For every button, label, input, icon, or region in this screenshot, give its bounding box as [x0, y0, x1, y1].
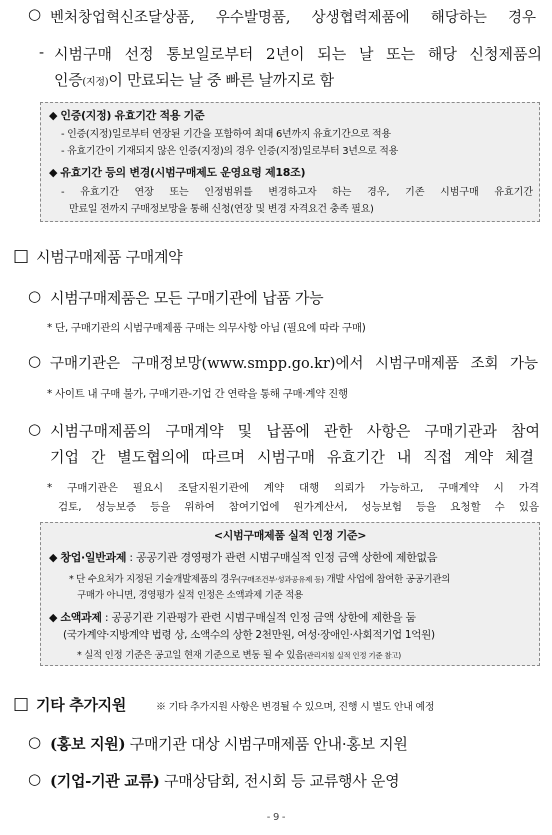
diamond-icon: ◆ — [49, 551, 58, 564]
box2-note-a-1: * 단 수요처가 지정된 기술개발제품의 경우(구매조건부·성과공유제 등) 개발 사업에 참여한 공공기관의 — [69, 574, 451, 585]
square-bullet: □ — [13, 246, 29, 266]
performance-criteria-box — [40, 522, 540, 666]
bullet: ○ — [28, 420, 41, 438]
square-bullet: □ — [13, 694, 29, 714]
bullet: ○ — [28, 770, 41, 788]
bullet: ○ — [28, 5, 41, 23]
box1-line-4: 만료일 전까지 구매정보망을 통해 신청(연장 및 변경 자격요건 충족 필요) — [69, 204, 374, 215]
box2-note-b: * 실적 인정 기준은 공고일 현재 기준으로 변동 될 수 있음(관리지침 실적 인정 기준 참고) — [77, 650, 401, 661]
box2-item-a: ◆ 창업·일반과제 : 공공기관 경영평가 관련 시범구매실적 인정 금액 상한에 제한없음 — [49, 551, 438, 564]
box2-note-a-2: 구매가 아니면, 경영평가 실적 인정은 소액과제 기준 적용 — [77, 590, 303, 601]
bullet: ○ — [28, 733, 41, 751]
box1-heading-1: ◆ 인증(지정) 유효기간 적용 기준 — [49, 109, 205, 122]
section-note: ※ 기타 추가지원 사항은 변경될 수 있으며, 진행 시 별도 안내 예정 — [156, 702, 435, 713]
note: * 사이트 내 구매 불가, 구매기관-기업 간 연락을 통해 구매·계약 진행 — [47, 388, 348, 400]
box1-line-2: - 유효기간이 기재되지 않은 인증(지정)의 경우 인증(지정)일로부터 3년으로 적용 — [61, 146, 398, 157]
box1-heading-2: ◆ 유효기간 등의 변경(시범구매제도 운영요령 제18조) — [49, 166, 306, 179]
validity-info-box — [40, 102, 540, 222]
bullet: ○ — [28, 287, 41, 305]
note: * 단, 구매기관의 시범구매제품 구매는 의무사항 아님 (필요에 따라 구매) — [47, 322, 366, 334]
bullet: ○ — [28, 352, 41, 370]
section-title: 기타 추가지원 — [36, 696, 127, 714]
diamond-icon: ◆ — [49, 166, 58, 179]
box2-item-b-line-2: (국가계약·지방계약 법령 상, 소액수의 상한 2천만원, 여성·장애인·사회적기업 1억원) — [63, 629, 435, 641]
diamond-icon: ◆ — [49, 109, 58, 122]
eligibility-text: 벤처창업혁신조달상품, 우수발명품, 상생협력제품에 해당하는 경우 — [50, 10, 536, 26]
box1-line-1: - 인증(지정)일로부터 연장된 기간을 포함하여 최대 6년까지 유효기간으로 적용 — [61, 129, 391, 140]
box2-item-b: ◆ 소액과제 : 공공기관 기관평가 관련 시범구매실적 인정 금액 상한에 제한을 둠 — [49, 611, 416, 624]
contract-line-1: 시범구매제품의 구매계약 및 납품에 관한 사항은 구매기관과 참여 — [50, 422, 540, 440]
note-line-1: * 구매기관은 필요시 조달지원기관에 계약 대행 의뢰가 가능하고, 구매계약 시 가격 — [47, 482, 539, 494]
search-text: 구매기관은 구매정보망(www.smpp.go.kr)에서 시범구매제품 조회 가능 — [50, 356, 538, 372]
box1-line-3: - 유효기간 연장 또는 인정범위를 변경하고자 하는 경우, 기존 시범구매 유효기간 — [61, 187, 533, 198]
note-line-2: 검토, 성능보증 등을 위하여 참여기업에 원가계산서, 성능보험 등을 요청할 수 있음 — [58, 501, 539, 513]
validity-line-2: 인증(지정)이 만료되는 날 중 빠른 날까지로 함 — [54, 71, 334, 89]
diamond-icon: ◆ — [49, 611, 58, 624]
deliver-text: 시범구매제품은 모든 구매기관에 납품 가능 — [50, 289, 324, 307]
exchange-support: (기업-기관 교류) 구매상담회, 전시회 등 교류행사 운영 — [50, 772, 400, 790]
promo-support: (홍보 지원) 구매기관 대상 시범구매제품 안내·홍보 지원 — [50, 735, 408, 753]
contract-line-2: 기업 간 별도협의에 따르며 시범구매 유효기간 내 직접 계약 체결 — [50, 448, 534, 466]
page-number: - 9 - — [266, 812, 286, 823]
box2-title: <시범구매제품 실적 인정 기준> — [213, 529, 367, 542]
validity-line-1: 시범구매 선정 통보일로부터 2년이 되는 날 또는 해당 신청제품의 — [54, 45, 542, 63]
dash: - — [39, 43, 44, 61]
section-title: 시범구매제품 구매계약 — [36, 248, 183, 266]
